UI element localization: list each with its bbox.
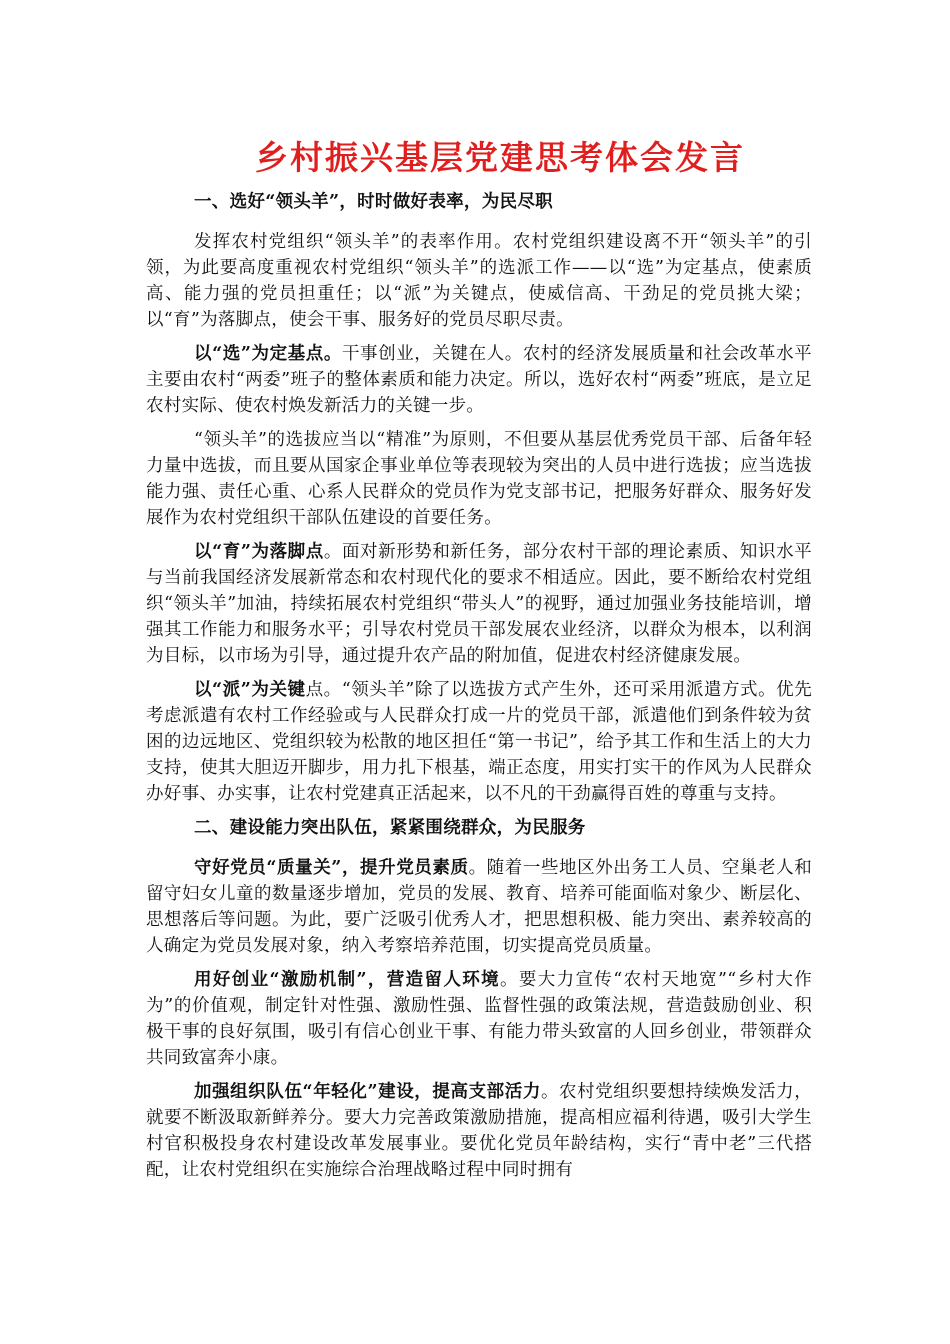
- paragraph: [146, 855, 812, 959]
- document-body: [146, 189, 812, 1191]
- section-heading-2: 二、建设能力突出队伍，紧紧围绕群众，为民服务: [194, 818, 586, 838]
- paragraph-lead: 以“选”为定基点。: [194, 344, 342, 364]
- paragraph: [146, 967, 812, 1071]
- paragraph: 发挥农村党组织“领头羊”的表率作用。农村党组织建设离不开“领头羊”的引领，为此要高度重视农村党组织“领头羊”的选派工作——以“选”为定基点，使素质高、能力强的党员担重任；以“派”为关键点，使威信高、干劲足的党员挑大梁；以“育”为落脚点，使会干事、服务好的党员尽职尽责。: [146, 232, 812, 330]
- paragraph-text: 。农村党组织要想持续焕发活力，就要不断汲取新鲜养分。要大力完善政策激励措施，提高相应福利待遇，吸引大学生村官积极投身农村建设改革发展事业。要优化党员年龄结构，实行“青中老”三代搭配，让农村党组织在实施综合治理战略过程中同时拥有: [146, 1082, 812, 1180]
- paragraph-lead: 以“育”为落脚点: [194, 542, 324, 562]
- paragraph: [146, 539, 812, 669]
- document-title: 乡村振兴基层党建思考体会发言: [255, 138, 745, 177]
- paragraph-text: 点。“领头羊”除了以选拔方式产生外，还可采用派遣方式。优先考虑派遣有农村工作经验或与人民群众打成一片的党员干部，派遣他们到条件较为贫困的边远地区、党组织较为松散的地区担任“第一书记”，给予其工作和生活上的大力支持，使其大胆迈开脚步，用力扎下根基，端正态度，用实打实干的作风为人民群众办好事、办实事，让农村党建真正活起来，以不凡的干劲赢得百姓的尊重与支持。: [146, 680, 813, 804]
- paragraph: [146, 1079, 812, 1183]
- paragraph: [146, 677, 812, 807]
- paragraph: [146, 341, 812, 419]
- paragraph-lead: 用好创业“激励机制”，营造留人环境: [194, 970, 501, 990]
- paragraph-text: 。要大力宣传“农村天地宽”“乡村大作为”的价值观，制定针对性强、激励性强、监督性强的政策法规，营造鼓励创业、积极干事的良好氛围，吸引有信心创业干事、有能力带头致富的人回乡创业，带领群众共同致富奔小康。: [146, 970, 812, 1068]
- paragraph-lead: 守好党员“质量关”，提升党员素质: [194, 858, 469, 878]
- paragraph-lead: 加强组织队伍“年轻化”建设，提高支部活力: [194, 1082, 541, 1102]
- section-heading-1: 一、选好“领头羊”，时时做好表率，为民尽职: [194, 192, 553, 212]
- paragraph-text: 干事创业，关键在人。农村的经济发展质量和社会改革水平主要由农村“两委”班子的整体素质和能力决定。所以，选好农村“两委”班底，是立足农村实际、使农村焕发新活力的关键一步。: [146, 344, 812, 416]
- paragraph-text: 。随着一些地区外出务工人员、空巢老人和留守妇女儿童的数量逐步增加，党员的发展、教育、培养可能面临对象少、断层化、思想落后等问题。为此，要广泛吸引优秀人才，把思想积极、能力突出、素养较高的人确定为党员发展对象，纳入考察培养范围，切实提高党员质量。: [146, 858, 812, 956]
- paragraph-lead: 以“派”为关键: [194, 680, 306, 700]
- paragraph-text: 。面对新形势和新任务，部分农村干部的理论素质、知识水平与当前我国经济发展新常态和农村现代化的要求不相适应。因此，要不断给农村党组织“领头羊”加油，持续拓展农村党组织“带头人”的视野，通过加强业务技能培训，增强其工作能力和服务水平；引导农村党员干部发展农业经济，以群众为根本，以利润为目标，以市场为引导，通过提升农产品的附加值，促进农村经济健康发展。: [146, 542, 812, 666]
- paragraph: “领头羊”的选拔应当以“精准”为原则，不但要从基层优秀党员干部、后备年轻力量中选拔，而且要从国家企事业单位等表现较为突出的人员中进行选拔；应当选拔能力强、责任心重、心系人民群众的党员作为党支部书记，把服务好群众、服务好发展作为农村党组织干部队伍建设的首要任务。: [146, 430, 812, 528]
